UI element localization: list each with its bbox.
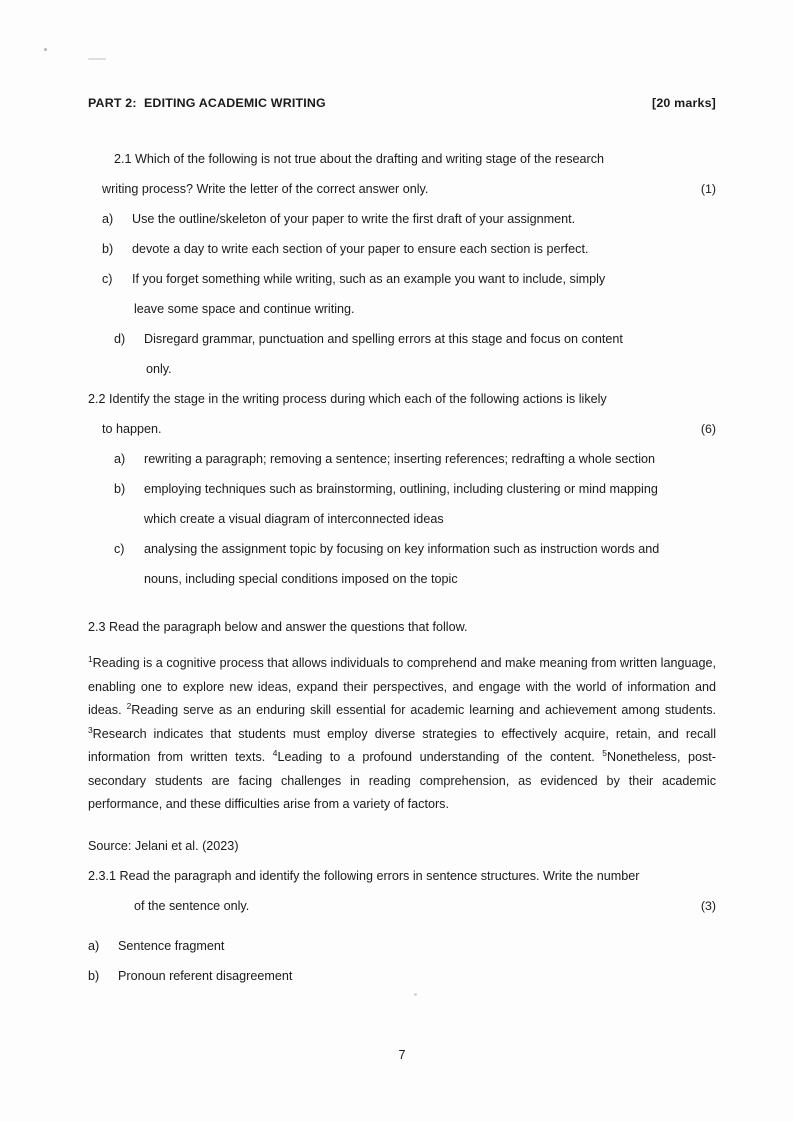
question-2-3-1-marks: (3) bbox=[700, 898, 716, 913]
option-label: b) bbox=[114, 482, 126, 496]
option-label: c) bbox=[114, 542, 125, 556]
option-text: Use the outline/skeleton of your paper to write the first draft of your assignment. bbox=[132, 212, 576, 226]
question-2-1 bbox=[88, 144, 716, 384]
option-text: nouns, including special conditions imposed on the topic bbox=[144, 572, 458, 586]
option-label: d) bbox=[114, 332, 126, 346]
sentence-2: Reading serve as an enduring skill essential for academic learning and achievement among students. bbox=[131, 703, 716, 717]
option-label: c) bbox=[102, 272, 113, 286]
question-2-2-line-2: to happen. bbox=[102, 422, 162, 436]
list-item bbox=[88, 204, 716, 234]
list-item bbox=[88, 444, 716, 474]
list-item-continuation bbox=[88, 504, 716, 534]
sentence-marker: 2 bbox=[126, 700, 132, 711]
question-2-2-line-1: 2.2 Identify the stage in the writing process during which each of the following actions is likely bbox=[88, 392, 607, 406]
option-text: analysing the assignment topic by focusing on key information such as instruction words and bbox=[144, 542, 660, 556]
part-heading bbox=[88, 96, 716, 110]
part-marks: [20 marks] bbox=[652, 96, 716, 110]
list-item bbox=[88, 961, 716, 991]
page-number: 7 bbox=[398, 1048, 406, 1062]
option-text: which create a visual diagram of interconnected ideas bbox=[144, 512, 444, 526]
option-text: Sentence fragment bbox=[118, 938, 225, 953]
option-text: leave some space and continue writing. bbox=[134, 302, 355, 316]
question-2-2-line-2-row bbox=[88, 414, 716, 444]
sentence-marker: 4 bbox=[272, 747, 278, 758]
list-item bbox=[88, 931, 716, 961]
option-label-empty bbox=[114, 564, 144, 594]
list-item-continuation bbox=[88, 354, 716, 384]
sentence-marker: 3 bbox=[88, 724, 93, 735]
list-item bbox=[88, 264, 716, 294]
option-text: Pronoun referent disagreement bbox=[118, 968, 293, 983]
list-item-continuation bbox=[88, 564, 716, 594]
sentence-marker: 5 bbox=[602, 747, 607, 758]
question-2-1-line-1: 2.1 Which of the following is not true about the drafting and writing stage of the research bbox=[114, 152, 605, 166]
question-2-2 bbox=[88, 384, 716, 594]
question-2-3-1 bbox=[88, 861, 716, 991]
option-label: a) bbox=[102, 212, 114, 226]
sentence-3: Research indicates that students must employ diverse strategies to effectively acquire, retain, and recall information from written texts. bbox=[88, 726, 716, 764]
scan-speck-icon bbox=[44, 48, 47, 51]
option-text: only. bbox=[146, 362, 172, 376]
option-text: If you forget something while writing, such as an example you want to include, simply bbox=[132, 272, 606, 286]
reading-paragraph bbox=[88, 652, 716, 817]
list-item bbox=[88, 324, 716, 354]
document-content bbox=[88, 96, 716, 1062]
sentence-1: Reading is a cognitive process that allows individuals to comprehend and make meaning from written language, enabling one to explore new ideas, expand their perspectives, and engage with the world of information and ideas. bbox=[88, 656, 716, 717]
question-2-3 bbox=[88, 612, 716, 642]
sentence-4: Leading to a profound understanding of the content. bbox=[277, 750, 603, 764]
list-item bbox=[88, 534, 716, 564]
paragraph-source: Source: Jelani et al. (2023) bbox=[88, 838, 239, 853]
sentence-marker: 1 bbox=[88, 653, 93, 664]
list-item bbox=[88, 474, 716, 504]
question-2-1-line-2: writing process? Write the letter of the correct answer only. bbox=[102, 182, 429, 196]
option-label-empty bbox=[114, 504, 144, 534]
question-2-3-1-line-1: 2.3.1 Read the paragraph and identify the following errors in sentence structures. Write the number bbox=[88, 868, 640, 883]
question-2-3-1-line-2-row bbox=[88, 891, 716, 921]
question-2-2-marks: (6) bbox=[700, 422, 716, 436]
sentence-5: Nonetheless, post-secondary students are facing challenges in reading comprehension, as evidenced by their academic performance, and these difficulties arise from a variety of factors. bbox=[88, 750, 716, 811]
option-label: b) bbox=[102, 242, 114, 256]
option-text: rewriting a paragraph; removing a sentence; inserting references; redrafting a whole section bbox=[144, 452, 656, 466]
list-item-continuation bbox=[88, 294, 716, 324]
option-text: Disregard grammar, punctuation and spelling errors at this stage and focus on content bbox=[144, 332, 623, 346]
question-2-3-1-line-2: of the sentence only. bbox=[134, 898, 250, 913]
part-title: PART 2: EDITING ACADEMIC WRITING bbox=[88, 96, 326, 110]
option-label: a) bbox=[114, 452, 126, 466]
scan-smudge-icon bbox=[88, 58, 106, 60]
option-label: a) bbox=[88, 938, 100, 953]
list-item bbox=[88, 234, 716, 264]
question-2-3-intro: 2.3 Read the paragraph below and answer the questions that follow. bbox=[88, 620, 468, 634]
question-2-1-marks: (1) bbox=[700, 182, 716, 196]
question-2-1-line-2-row bbox=[88, 174, 716, 204]
scan-speck-icon bbox=[414, 993, 417, 996]
option-text: employing techniques such as brainstorming, outlining, including clustering or mind mapping bbox=[144, 482, 658, 496]
option-label: b) bbox=[88, 968, 100, 983]
option-text: devote a day to write each section of your paper to ensure each section is perfect. bbox=[132, 242, 589, 256]
